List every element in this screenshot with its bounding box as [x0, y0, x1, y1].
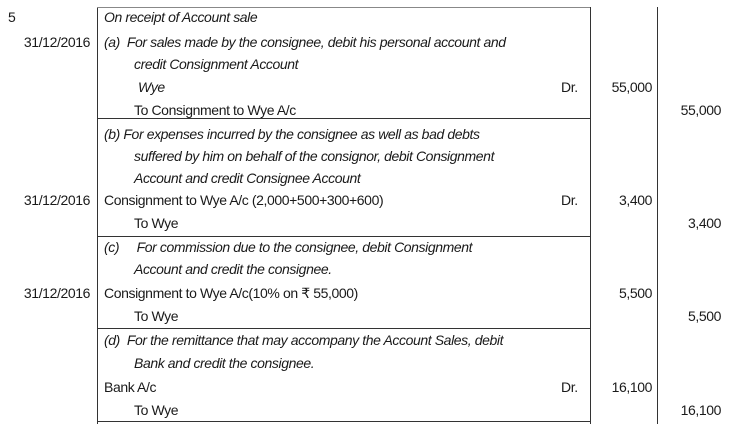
date: 31/12/2016	[23, 285, 90, 301]
date: 31/12/2016	[23, 192, 90, 208]
date: 31/12/2016	[23, 34, 90, 50]
narration: credit Consignment Account	[134, 56, 299, 72]
section-rule	[97, 236, 590, 237]
credit-amount: 55,000	[680, 102, 721, 118]
debit-account: Bank A/c	[104, 379, 157, 395]
credit-amount: 3,400	[687, 215, 721, 231]
credit-column-divider	[657, 7, 658, 424]
credit-amount: 16,100	[680, 402, 721, 418]
dr-label: Dr.	[561, 379, 578, 395]
debit-account: Consignment to Wye A/c (2,000+500+300+600)	[104, 192, 384, 208]
credit-account: To Wye	[134, 215, 179, 231]
credit-account: To Wye	[134, 308, 179, 324]
credit-amount: 5,500	[687, 308, 721, 324]
debit-account: Consignment to Wye A/c(10% on ₹ 55,000)	[104, 285, 358, 301]
narration: Account and credit Consignee Account	[134, 170, 361, 186]
entry-header: On receipt of Account sale	[104, 9, 258, 25]
debit-amount: 5,500	[618, 285, 652, 301]
dr-label: Dr.	[561, 79, 578, 95]
debit-amount: 16,100	[611, 379, 652, 395]
section-rule	[97, 328, 590, 329]
credit-account: To Consignment to Wye A/c	[134, 102, 296, 118]
narration: (c) For commission due to the consignee, debit Consignment	[104, 239, 473, 255]
narration: (b) For expenses incurred by the consignee as well as bad debts	[104, 126, 480, 142]
narration: suffered by him on behalf of the consignor, debit Consignment	[134, 148, 495, 164]
narration: (d) For the remittance that may accompany the Account Sales, debit	[104, 332, 504, 348]
credit-account: To Wye	[134, 402, 179, 418]
debit-amount: 55,000	[611, 79, 652, 95]
entry-number: 5	[8, 9, 16, 25]
debit-amount: 3,400	[618, 192, 652, 208]
narration: (a) For sales made by the consignee, debit his personal account and	[104, 34, 506, 50]
date-column-divider	[97, 7, 98, 424]
section-rule	[97, 421, 590, 422]
debit-account: Wye	[138, 79, 165, 95]
dr-label: Dr.	[561, 192, 578, 208]
debit-column-divider	[590, 7, 591, 424]
narration: Bank and credit the consignee.	[134, 355, 315, 371]
narration: Account and credit the consignee.	[134, 261, 332, 277]
